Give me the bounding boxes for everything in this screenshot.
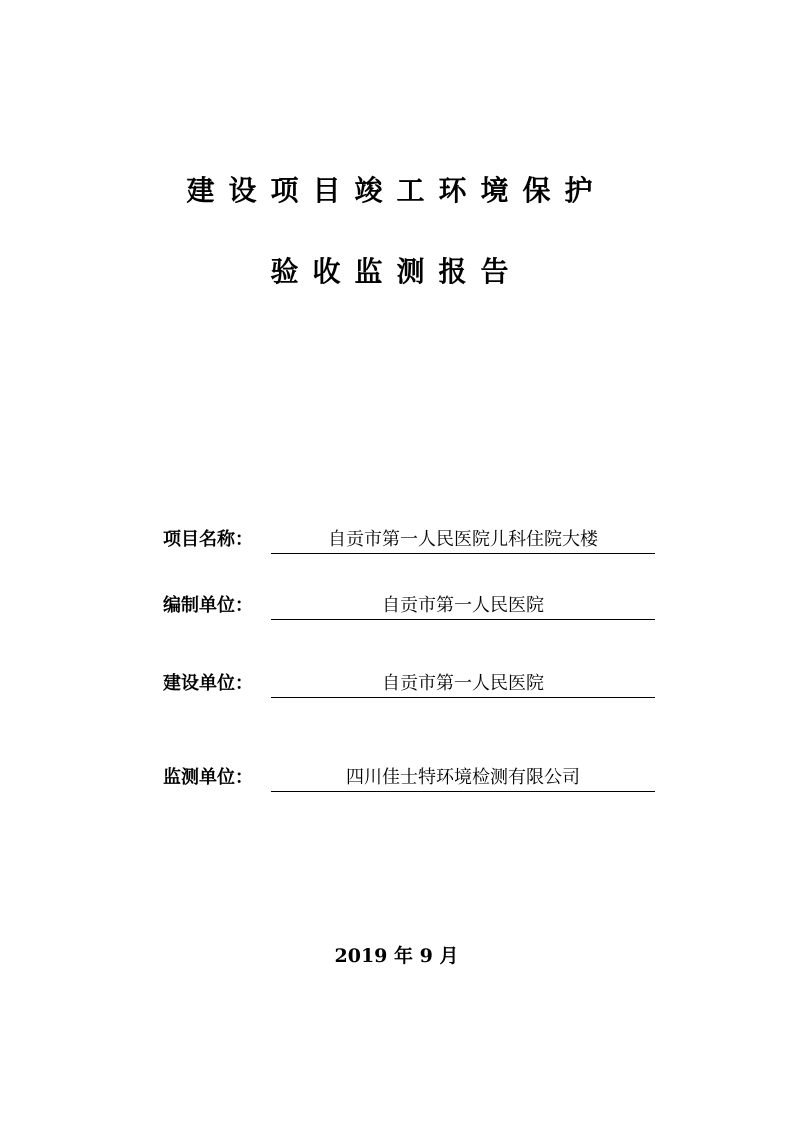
monitoring-unit-value: 四川佳士特环境检测有限公司 [271, 766, 655, 792]
report-title-line-1: 建设项目竣工环境保护 [186, 174, 607, 207]
construction-unit-field [163, 668, 655, 698]
report-date: 2019 年 9 月 [334, 945, 459, 967]
monitoring-unit-field [163, 762, 655, 792]
compiling-unit-value: 自贡市第一人民医院 [271, 594, 655, 620]
project-name-value: 自贡市第一人民医院儿科住院大楼 [271, 528, 655, 554]
monitoring-unit-label: 监测单位： [163, 767, 253, 788]
project-name-field [163, 524, 655, 554]
construction-unit-label: 建设单位： [163, 673, 253, 694]
compiling-unit-field [163, 590, 655, 620]
compiling-unit-label: 编制单位： [163, 595, 253, 616]
construction-unit-value: 自贡市第一人民医院 [271, 672, 655, 698]
project-name-label: 项目名称： [163, 529, 253, 550]
report-title-line-2: 验收监测报告 [270, 255, 523, 288]
